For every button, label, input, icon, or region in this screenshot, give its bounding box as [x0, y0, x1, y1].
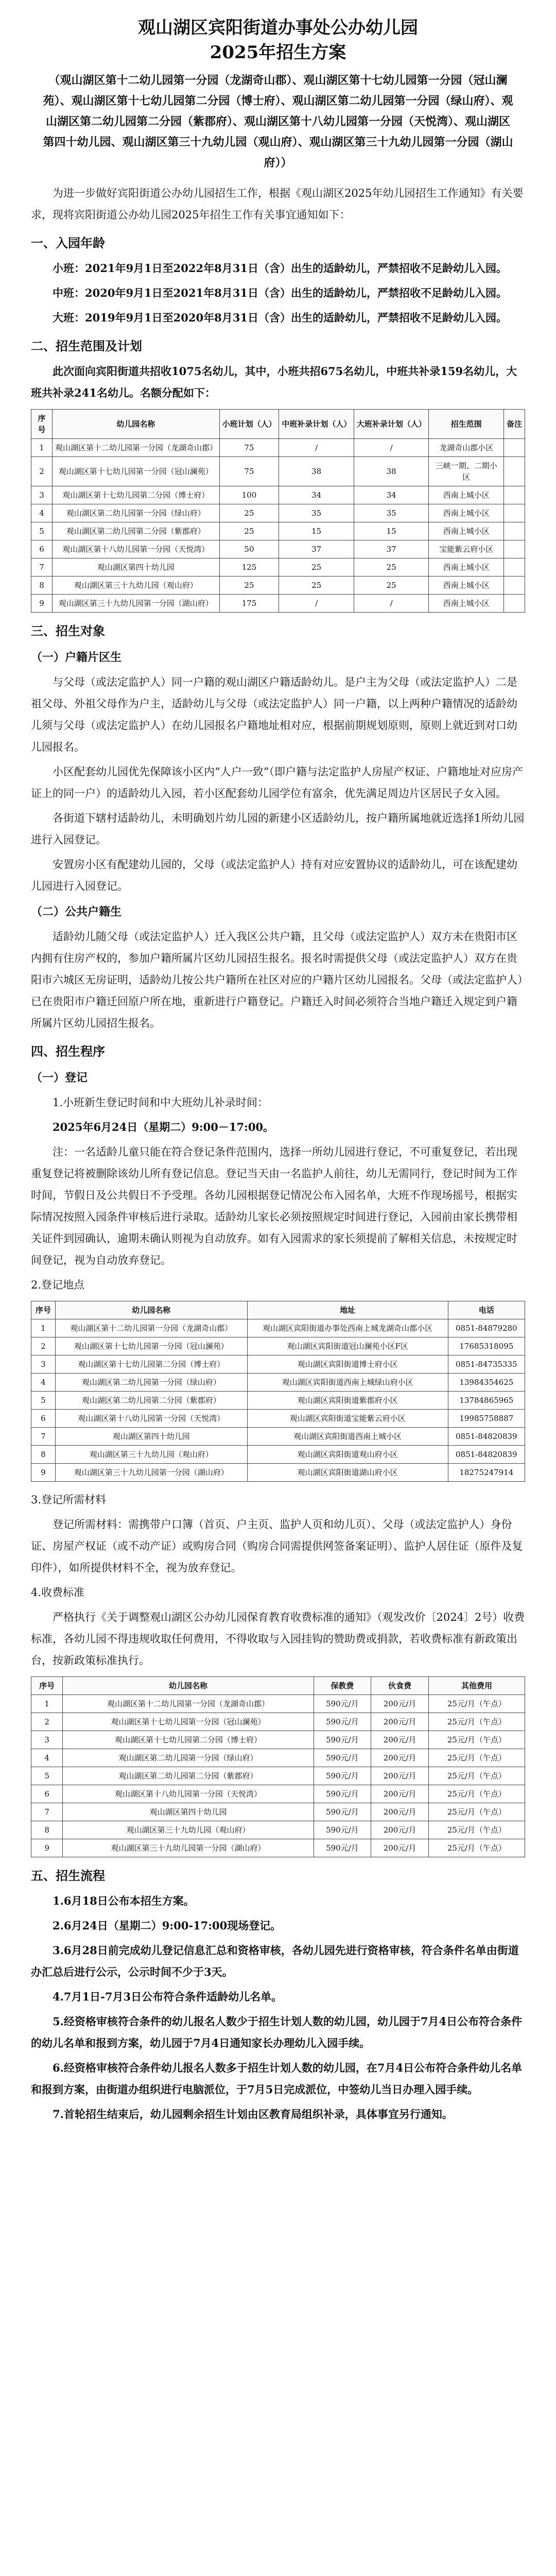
table-cell: 25 [219, 504, 279, 522]
table-cell: 6 [31, 540, 53, 558]
table-cell: 590元/月 [314, 1785, 371, 1803]
table-cell [504, 540, 525, 558]
fee-paragraph: 严格执行《关于调整观山湖区公办幼儿园保育教育收费标准的通知》（观发改价〔2024〕2号）收费标准，各幼儿园不得违规收取任何费用，不得收取与入园挂钩的赞助费或捐款，若收费标准有新政策出台，按新政策标准执行。 [31, 1611, 525, 1667]
table-cell: 观山湖区第十七幼儿园第一分园（冠山澜苑） [63, 1713, 314, 1731]
table-cell: 观山湖区第三十九幼儿园第一分园（湖山府） [52, 595, 219, 613]
table-row [31, 558, 525, 577]
table-cell: 1 [31, 1319, 56, 1337]
section-5-heading: 五、招生流程 [31, 1868, 105, 1883]
table-cell: 观山湖区第十二幼儿园第一分园（龙湖奇山郡） [55, 1319, 247, 1337]
table-cell: 2 [31, 457, 53, 486]
doc-subtitle: （观山湖区第十二幼儿园第一分园（龙湖奇山郡）、观山湖区第十七幼儿园第一分园（冠山澜苑）、观山湖区第十七幼儿园第二分园（博士府）、观山湖区第二幼儿园第一分园（绿山府）、观山湖区第二幼儿园第二分园（紫郡府）、观山湖区第十八幼儿园第一分园（天悦湾）、观山湖区第四十幼儿园、观山湖区第三十九幼儿园（观山府）、观山湖区第三十九幼儿园第一分园（湖山府）） [43, 74, 513, 170]
table-cell: 590元/月 [314, 1821, 371, 1839]
table-row [31, 1803, 525, 1821]
table-row [31, 540, 525, 558]
table-cell: 25元/月（午点） [428, 1821, 525, 1839]
table-cell: 37 [354, 540, 429, 558]
section-3-1-para-2: 小区配套幼儿园优先保障该小区内“人户一致”（即户籍与法定监护人房屋产权证、户籍地址对应房产证上的同一户）的适龄幼儿入园，若小区配套幼儿园学位有富余，优先满足周边片区居民子女入园。 [31, 766, 523, 800]
table-cell: 三峡一期、二期小区 [429, 457, 504, 486]
fee-table [31, 1676, 525, 1857]
table-row [31, 1337, 525, 1355]
table-cell: 3 [31, 486, 53, 504]
table-cell: 15 [279, 522, 354, 540]
table-cell: 75 [219, 457, 279, 486]
process-step-6: 6.经资格审核符合条件幼儿报名人数多于招生计划人数的幼儿园，在7月4日公布符合条件幼儿名单和报到方案，由街道办组织进行电脑派位，于7月5日完成派位，中签幼儿当日办理入园手续。 [31, 2061, 523, 2096]
table-cell: 观山湖区第十二幼儿园第一分园（龙湖奇山郡） [63, 1695, 314, 1713]
age-item-small: 小班：2021年9月1日至2022年8月31日（含）出生的适龄幼儿，严禁招收不足龄幼儿入园。 [53, 262, 507, 275]
table-cell [504, 595, 525, 613]
fee-heading: 4.收费标准 [31, 1586, 85, 1599]
table-cell: 35 [354, 504, 429, 522]
table-cell: 0851-84820839 [448, 1428, 525, 1446]
table-row [31, 1749, 525, 1767]
table-row [31, 1731, 525, 1749]
table-cell: 25元/月（午点） [428, 1785, 525, 1803]
table-cell: / [354, 595, 429, 613]
table-cell: 观山湖区第三十九幼儿园第一分园（湖山府） [63, 1839, 314, 1857]
table-cell: 观山湖区第二幼儿园第一分园（绿山府） [55, 1374, 247, 1392]
table-header-cell: 其他费用 [428, 1677, 525, 1695]
table-cell: 25元/月（午点） [428, 1803, 525, 1821]
table-header-cell: 序号 [31, 410, 53, 439]
table-cell: 3 [31, 1355, 56, 1374]
table-row [31, 1319, 525, 1337]
table-cell: 观山湖区第四十幼儿园 [63, 1803, 314, 1821]
table-header-cell: 幼儿园名称 [63, 1677, 314, 1695]
section-3-2-heading: （二）公共户籍生 [31, 905, 122, 919]
table-cell [504, 577, 525, 595]
table-cell: 18275247914 [448, 1464, 525, 1482]
table-cell: 25元/月（午点） [428, 1767, 525, 1785]
table-row [31, 1785, 525, 1803]
table-cell: 9 [31, 1464, 56, 1482]
quota-table [31, 409, 525, 613]
table-cell: 观山湖区第三十九幼儿园第一分园（湖山府） [55, 1464, 247, 1482]
table-header-cell: 序号 [31, 1677, 63, 1695]
table-cell: 西南上城小区 [429, 486, 504, 504]
table-cell: 西南上城小区 [429, 558, 504, 577]
table-cell: 0851-84820839 [448, 1446, 525, 1464]
table-cell: 200元/月 [371, 1803, 429, 1821]
table-cell: 15 [354, 522, 429, 540]
table-cell: 25 [219, 577, 279, 595]
table-cell: 38 [354, 457, 429, 486]
registration-note: 注：一名适龄儿童只能在符合登记条件范围内，选择一所幼儿园进行登记，不可重复登记，若出现重复登记将被删除该幼儿所有登记信息。登记当天由一名监护人前往，幼儿无需同行，登记时间为工作时间，节假日及公共假日不予受理。各幼儿园根据登记情况公布入园名单，大班不作现场摇号，根据实际情况按照入园条件审核后进行录取。适龄幼儿家长必须按照规定时间进行登记，入园前由家长携带相关证件到园确认，逾期未确认则视为自动放弃。如有入园需求的家长须提前了解相关信息，未按规定时间登记，视为自动放弃登记。 [31, 1146, 517, 1266]
table-cell: 4 [31, 504, 53, 522]
table-cell: 590元/月 [314, 1839, 371, 1857]
section-3-1-para-4: 安置房小区有配建幼儿园的，父母（或法定监护人）持有对应安置协议的适龄幼儿，可在该配建幼儿园进行入园登记。 [31, 858, 517, 892]
table-cell: 5 [31, 1392, 56, 1410]
table-cell: 75 [219, 439, 279, 457]
table-cell: 观山湖区宾阳街道办事处西南上城龙湖奇山郡小区 [247, 1319, 448, 1337]
table-cell: 宝能紫云府小区 [429, 540, 504, 558]
section-3-1-para-1: 与父母（或法定监护人）同一户籍的观山湖区户籍适龄幼儿。是户主为父母（或法定监护人）二是祖父母、外祖父母作为户主，适龄幼儿与父母（或法定监护人）同一户籍，以上两种户籍情况的适龄幼儿须与父母（或法定监护人）在幼儿园报名户籍地址相对应，根据前期规划原则，原则上就近到对口幼儿园报名。 [31, 676, 517, 753]
table-header-cell: 伙食费 [371, 1677, 429, 1695]
section-3-2-para-1: 适龄幼儿随父母（或法定监护人）迁入我区公共户籍，且父母（或法定监护人）双方未在贵阳市区内拥有住房产权的，参加户籍所属片区幼儿园招生报名。报名时需提供父母（或法定监护人）双方在贵阳市六城区无房证明，适龄幼儿按公共户籍所在社区对应的户籍片区幼儿园报名。父母（或法定监护人）已在贵阳市户籍迁回原户所在地，重新进行户籍登记。户籍迁入时间必须符合当地户籍迁入规定到户籍所属片区幼儿园招生报名。 [31, 930, 523, 1029]
age-item-middle: 中班：2020年9月1日至2021年8月31日（含）出生的适龄幼儿，严禁招收不足龄幼儿入园。 [53, 286, 507, 299]
table-cell: 8 [31, 577, 53, 595]
table-row [31, 1392, 525, 1410]
table-header-cell: 幼儿园名称 [52, 410, 219, 439]
table-cell: 4 [31, 1749, 63, 1767]
intro-paragraph: 为进一步做好宾阳街道公办幼儿园招生工作，根据《观山湖区2025年幼儿园招生工作通知》有关要求，现将宾阳街道公办幼儿园2025年招生工作有关事宜通知如下： [31, 187, 524, 221]
section-2-heading: 二、招生范围及计划 [31, 338, 142, 353]
table-cell: 观山湖区第二幼儿园第一分园（绿山府） [63, 1749, 314, 1767]
table-row [31, 504, 525, 522]
table-cell: 观山湖区宾阳街道观山府小区 [247, 1446, 448, 1464]
table-cell: 西南上城小区 [429, 522, 504, 540]
table-row [31, 1821, 525, 1839]
table-cell [504, 504, 525, 522]
table-cell: 125 [219, 558, 279, 577]
table-cell: 590元/月 [314, 1695, 371, 1713]
table-cell: 观山湖区第十七幼儿园第二分园（博士府） [55, 1355, 247, 1374]
table-header-cell: 小班计划（人） [219, 410, 279, 439]
section-3-1-para-3: 各街道下辖村适龄幼儿，未明确划片幼儿园的新建小区适龄幼儿，按户籍所属地就近选择1所幼儿园进行入园登记。 [31, 812, 525, 846]
quota-paragraph: 此次面向宾阳街道共招收1075名幼儿，其中，小班共招675名幼儿，中班共补录159名幼儿，大班共补录241名幼儿。名额分配如下： [31, 365, 517, 399]
table-cell: / [279, 439, 354, 457]
table-cell: 观山湖区第十七幼儿园第一分园（冠山澜苑） [55, 1337, 247, 1355]
table-cell: 0851-84879280 [448, 1319, 525, 1337]
table-row [31, 1446, 525, 1464]
table-cell: 西南上城小区 [429, 577, 504, 595]
table-row [31, 1374, 525, 1392]
table-cell: 200元/月 [371, 1713, 429, 1731]
table-header-cell: 序号 [31, 1301, 56, 1319]
table-cell: 25 [354, 577, 429, 595]
table-cell: / [279, 595, 354, 613]
table-cell: 590元/月 [314, 1731, 371, 1749]
table-cell: 观山湖区第十八幼儿园第一分园（天悦湾） [63, 1785, 314, 1803]
table-cell: 观山湖区第十八幼儿园第一分园（天悦湾） [52, 540, 219, 558]
table-cell: 1 [31, 439, 53, 457]
table-cell: 25元/月（午点） [428, 1839, 525, 1857]
table-row [31, 486, 525, 504]
table-cell: 0851-84735335 [448, 1355, 525, 1374]
registration-time-line: 1.小班新生登记时间和中大班幼儿补录时间： [53, 1096, 269, 1109]
table-cell: 34 [354, 486, 429, 504]
table-row [31, 1767, 525, 1785]
table-header-cell: 保教费 [314, 1677, 371, 1695]
table-header-cell: 中班补录计划（人） [279, 410, 354, 439]
table-cell: 590元/月 [314, 1749, 371, 1767]
table-cell: 2 [31, 1337, 56, 1355]
table-header-cell: 备注 [504, 410, 525, 439]
table-cell: 50 [219, 540, 279, 558]
table-cell: 观山湖区宾阳街道宝能紫云府小区 [247, 1410, 448, 1428]
table-cell: 13984354625 [448, 1374, 525, 1392]
table-cell: 8 [31, 1821, 63, 1839]
table-row [31, 1355, 525, 1374]
table-row [31, 439, 525, 457]
table-cell: 观山湖区第二幼儿园第二分园（紫郡府） [63, 1767, 314, 1785]
process-step-3: 3.6月28日前完成幼儿登记信息汇总和资格审核，各幼儿园先进行资格审核，符合条件名单由街道办汇总后进行公示，公示时间不少于3天。 [31, 1944, 519, 1978]
table-cell: 35 [279, 504, 354, 522]
table-cell: 590元/月 [314, 1713, 371, 1731]
table-cell: 17685318095 [448, 1337, 525, 1355]
table-cell: 观山湖区第二幼儿园第二分园（紫郡府） [55, 1392, 247, 1410]
registration-location-heading: 2.登记地点 [31, 1279, 85, 1291]
table-cell: 7 [31, 1803, 63, 1821]
table-row [31, 1410, 525, 1428]
table-cell: 观山湖区第十八幼儿园第一分园（天悦湾） [55, 1410, 247, 1428]
table-cell: 9 [31, 1839, 63, 1857]
table-cell: 200元/月 [371, 1695, 429, 1713]
table-cell: 200元/月 [371, 1839, 429, 1857]
table-cell: 7 [31, 558, 53, 577]
section-4-heading: 四、招生程序 [31, 1044, 105, 1059]
table-cell: 7 [31, 1428, 56, 1446]
section-4-1-heading: （一）登记 [31, 1071, 88, 1084]
age-item-large: 大班：2019年9月1日至2020年8月31日（含）出生的适龄幼儿，严禁招收不足龄幼儿入园。 [53, 311, 507, 324]
table-cell: 25 [219, 522, 279, 540]
table-cell: 观山湖区第十七幼儿园第二分园（博士府） [63, 1731, 314, 1749]
table-cell: 3 [31, 1731, 63, 1749]
process-step-5: 5.经资格审核符合条件的幼儿报名人数少于招生计划人数的幼儿园，幼儿园于7月4日公布符合条件的幼儿名单和报到方案，幼儿园于7月4日通知家长办理幼儿入园手续。 [31, 2015, 523, 2049]
table-cell: 25元/月（午点） [428, 1749, 525, 1767]
table-cell: 590元/月 [314, 1767, 371, 1785]
table-cell: 龙湖奇山郡小区 [429, 439, 504, 457]
section-3-1-heading: （一）户籍片区生 [31, 651, 122, 664]
table-header-cell: 电话 [448, 1301, 525, 1319]
table-header-cell: 招生范围 [429, 410, 504, 439]
table-cell: 2 [31, 1713, 63, 1731]
table-row [31, 1839, 525, 1857]
table-row [31, 522, 525, 540]
table-row [31, 1428, 525, 1446]
table-cell: 8 [31, 1446, 56, 1464]
table-cell: 200元/月 [371, 1749, 429, 1767]
table-row [31, 457, 525, 486]
table-cell: 590元/月 [314, 1803, 371, 1821]
document [31, 0, 525, 2125]
section-1-heading: 一、入园年龄 [31, 235, 105, 250]
process-step-7: 7.首轮招生结束后，幼儿园剩余招生计划由区教育局组织补录，具体事宜另行通知。 [53, 2108, 453, 2121]
table-cell: 4 [31, 1374, 56, 1392]
table-cell: 25 [354, 558, 429, 577]
table-cell: 观山湖区第十七幼儿园第二分园（博士府） [52, 486, 219, 504]
location-table [31, 1301, 525, 1482]
table-cell: 19985758887 [448, 1410, 525, 1428]
table-row [31, 577, 525, 595]
table-cell [504, 457, 525, 486]
table-header-cell: 地址 [247, 1301, 448, 1319]
table-row [31, 1713, 525, 1731]
table-cell: 37 [279, 540, 354, 558]
table-cell [504, 522, 525, 540]
table-cell: 200元/月 [371, 1731, 429, 1749]
process-step-1: 1.6月18日公布本招生方案。 [53, 1894, 195, 1907]
table-cell: 观山湖区宾阳街道紫郡府小区 [247, 1392, 448, 1410]
process-step-2: 2.6月24日（星期二）9:00-17:00现场登记。 [53, 1919, 282, 1932]
table-cell: / [354, 439, 429, 457]
table-cell: 观山湖区第四十幼儿园 [52, 558, 219, 577]
table-cell: 200元/月 [371, 1821, 429, 1839]
registration-time: 2025年6月24日（星期二）9:00－17:00。 [53, 1121, 274, 1133]
table-cell: 200元/月 [371, 1785, 429, 1803]
doc-title-line1: 观山湖区宾阳街道办事处公办幼儿园 [138, 18, 418, 38]
table-cell: 25元/月（午点） [428, 1695, 525, 1713]
table-cell [504, 439, 525, 457]
table-cell: 5 [31, 522, 53, 540]
table-row [31, 1464, 525, 1482]
table-cell: 25 [279, 577, 354, 595]
table-cell: 观山湖区第三十九幼儿园（观山府） [63, 1821, 314, 1839]
table-cell: 25元/月（午点） [428, 1731, 525, 1749]
table-cell: 38 [279, 457, 354, 486]
table-cell: 5 [31, 1767, 63, 1785]
table-header-cell: 幼儿园名称 [55, 1301, 247, 1319]
materials-paragraph: 登记所需材料：需携带户口簿（首页、户主页、监护人页和幼儿页）、父母（或法定监护人）身份证、房屋产权证（或不动产证）或购房合同（购房合同需提供网签备案证明）、监护人居住证（原件及复印件），如所提供材料不全，视为放弃登记。 [31, 1518, 523, 1574]
table-cell [504, 486, 525, 504]
table-header-cell: 大班补录计划（人） [354, 410, 429, 439]
table-row [31, 595, 525, 613]
table-cell: 25 [279, 558, 354, 577]
doc-title-line2: 2025年招生方案 [210, 42, 346, 63]
table-cell: 观山湖区宾阳街道西南上城小区 [247, 1428, 448, 1446]
materials-heading: 3.登记所需材料 [31, 1494, 107, 1506]
table-cell: 观山湖区第二幼儿园第一分园（绿山府） [52, 504, 219, 522]
table-cell: 13784865965 [448, 1392, 525, 1410]
process-step-4: 4.7月1日-7月3日公布符合条件适龄幼儿名单。 [53, 1990, 283, 2003]
table-cell [504, 558, 525, 577]
table-cell: 西南上城小区 [429, 595, 504, 613]
table-cell: 观山湖区宾阳街道湖山府小区 [247, 1464, 448, 1482]
table-cell: 6 [31, 1410, 56, 1428]
table-cell: 观山湖区第四十幼儿园 [55, 1428, 247, 1446]
table-cell: 观山湖区第十七幼儿园第一分园（冠山澜苑） [52, 457, 219, 486]
table-cell: 34 [279, 486, 354, 504]
table-cell: 25元/月（午点） [428, 1713, 525, 1731]
table-cell: 西南上城小区 [429, 504, 504, 522]
table-cell: 175 [219, 595, 279, 613]
table-cell: 100 [219, 486, 279, 504]
table-cell: 6 [31, 1785, 63, 1803]
table-cell: 观山湖区第十二幼儿园第一分园（龙湖奇山郡） [52, 439, 219, 457]
table-cell: 观山湖区宾阳街道博士府小区 [247, 1355, 448, 1374]
table-cell: 观山湖区第三十九幼儿园（观山府） [52, 577, 219, 595]
table-cell: 观山湖区宾阳街道西南上城绿山府小区 [247, 1374, 448, 1392]
table-cell: 1 [31, 1695, 63, 1713]
table-cell: 观山湖区第三十九幼儿园（观山府） [55, 1446, 247, 1464]
table-row [31, 1695, 525, 1713]
section-3-heading: 三、招生对象 [31, 623, 105, 638]
table-cell: 200元/月 [371, 1767, 429, 1785]
table-cell: 观山湖区第二幼儿园第二分园（紫郡府） [52, 522, 219, 540]
table-cell: 9 [31, 595, 53, 613]
table-cell: 观山湖区宾阳街道冠山澜苑小区F区 [247, 1337, 448, 1355]
